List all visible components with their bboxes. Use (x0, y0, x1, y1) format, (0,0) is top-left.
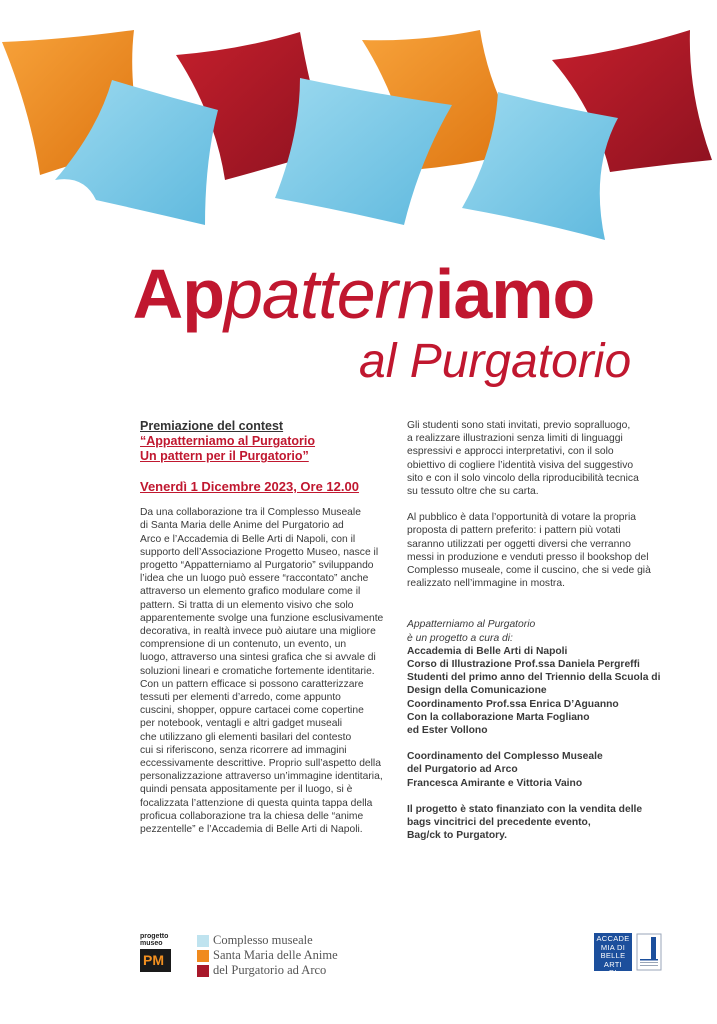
complex-row (197, 948, 338, 963)
complex-row (197, 933, 338, 948)
color-square (197, 950, 209, 962)
complesso-museale-logo (197, 933, 338, 978)
complex-row (197, 963, 338, 978)
funding-text: Il progetto è stato finanziato con la vendita delle bags vincitrici del precedente evento, Bag/ck to Purgatory. (407, 803, 643, 842)
intro-paragraph: Da una collaborazione tra il Complesso Museale di Santa Maria delle Anime del Purgatorio ad Arco e l’Accademia di Belle Arti di Napoli, con il supporto dell’Associazione Progetto Museo, nasce il progetto “Appatterniamo al Purgatorio” sviluppando l’idea che un luogo può essere “raccontato” anche attraverso un elemento grafico modulare come il pattern. Si tratta di un elemento visivo che solo apparentemente svolge una funzione esclusivamente decorativa, in realtà invece può aiutare una migliore comprensione di un contenuto, un evento, un luogo, attraverso una sintesi grafica che si avvale di soluzioni lineari e cromatiche fortemente identitarie. Con un pattern efficace si possono caratterizzare tessuti per elementi d’arredo, come appunto cuscini, shopper, oppure cartacei come copertine per notebook, ventagli e altri gadget museali che utilizzano gli elementi basilari del contesto cui si riferiscono, senza ricorrere ad immagini eccessivamente descrittive. Proprio sull’aspetto della personalizzazione attraverso un’immagine identitaria, quindi pensata appositamente per il luogo, si è focalizzata l’attenzione di questa quinta tappa della proficua collaborazione tra la chiesa delle “anime pezzentelle” e l’Accademia di Belle Arti di Napoli. (140, 507, 384, 836)
pillows-illustration (0, 0, 717, 250)
left-column (140, 419, 402, 836)
complex-line: Complesso museale (213, 933, 313, 947)
event-date: Venerdì 1 Dicembre 2023, Ore 12.00 (140, 479, 359, 494)
credits-project-name: Appatterniamo al Purgatorio (407, 619, 536, 631)
title-iamo: iamo (434, 255, 595, 333)
coordination-text: Coordinamento del Complesso Museale del Purgatorio ad Arco Francesca Amirante e Vittoria Vaino (407, 751, 603, 789)
vote-paragraph: Al pubblico è data l’opportunità di votare la propria proposta di pattern preferito: i pattern più votati saranno utilizzati per oggetti diversi che verranno messi in produzione e venduti presso il bookshop del Complesso museale, come il cuscino, che si vede già realizzato nell’immagine in mostra. (407, 512, 651, 590)
poster-subtitle: al Purgatorio (359, 335, 632, 388)
complex-line: Santa Maria delle Anime (213, 948, 338, 962)
contest-name-line2: Un pattern per il Purgatorio” (140, 449, 309, 463)
students-paragraph: Gli studenti sono stati invitati, previo sopralluogo, a realizzare illustrazioni senza limiti di linguaggi espressivi e approcci interpretativi, con il solo obiettivo di cogliere l’identità visiva del suggestivo sito e con il solo vincolo della riproducibilità tecnica su tessuto oltre che su carta. (407, 420, 639, 498)
accademia-logo: ACCADE MIA DI BELLE ARTI DI NAPOLI (594, 933, 632, 971)
pm-logo-text: PM (143, 952, 164, 968)
credits-list: Accademia di Belle Arti di Napoli Corso di Illustrazione Prof.ssa Daniela Pergreffi Studenti del primo anno del Triennio della Scuola di Design della Comunicazione Coordinamento Prof.ssa Enrica D’Aguanno Con la collaborazione Marta Fogliano ed Ester Vollono (407, 645, 661, 737)
color-square (197, 935, 209, 947)
title-ap: Ap (132, 255, 224, 333)
color-square (197, 965, 209, 977)
pm-logo-mark (140, 949, 171, 972)
progetto-museo-label: progetto museo (140, 933, 169, 947)
credits-block (407, 618, 710, 737)
complex-line: del Purgatorio ad Arco (213, 963, 327, 977)
credits-curated-by: è un progetto a cura di: (407, 632, 513, 644)
progetto-museo-logo (140, 933, 176, 972)
poster-title (0, 254, 717, 334)
right-column (407, 419, 710, 842)
title-pattern: pattern (223, 255, 435, 333)
contest-name-line1: “Appatterniamo al Purgatorio (140, 434, 316, 448)
accademia-building-icon (636, 933, 662, 971)
contest-heading: Premiazione del contest (140, 419, 284, 433)
